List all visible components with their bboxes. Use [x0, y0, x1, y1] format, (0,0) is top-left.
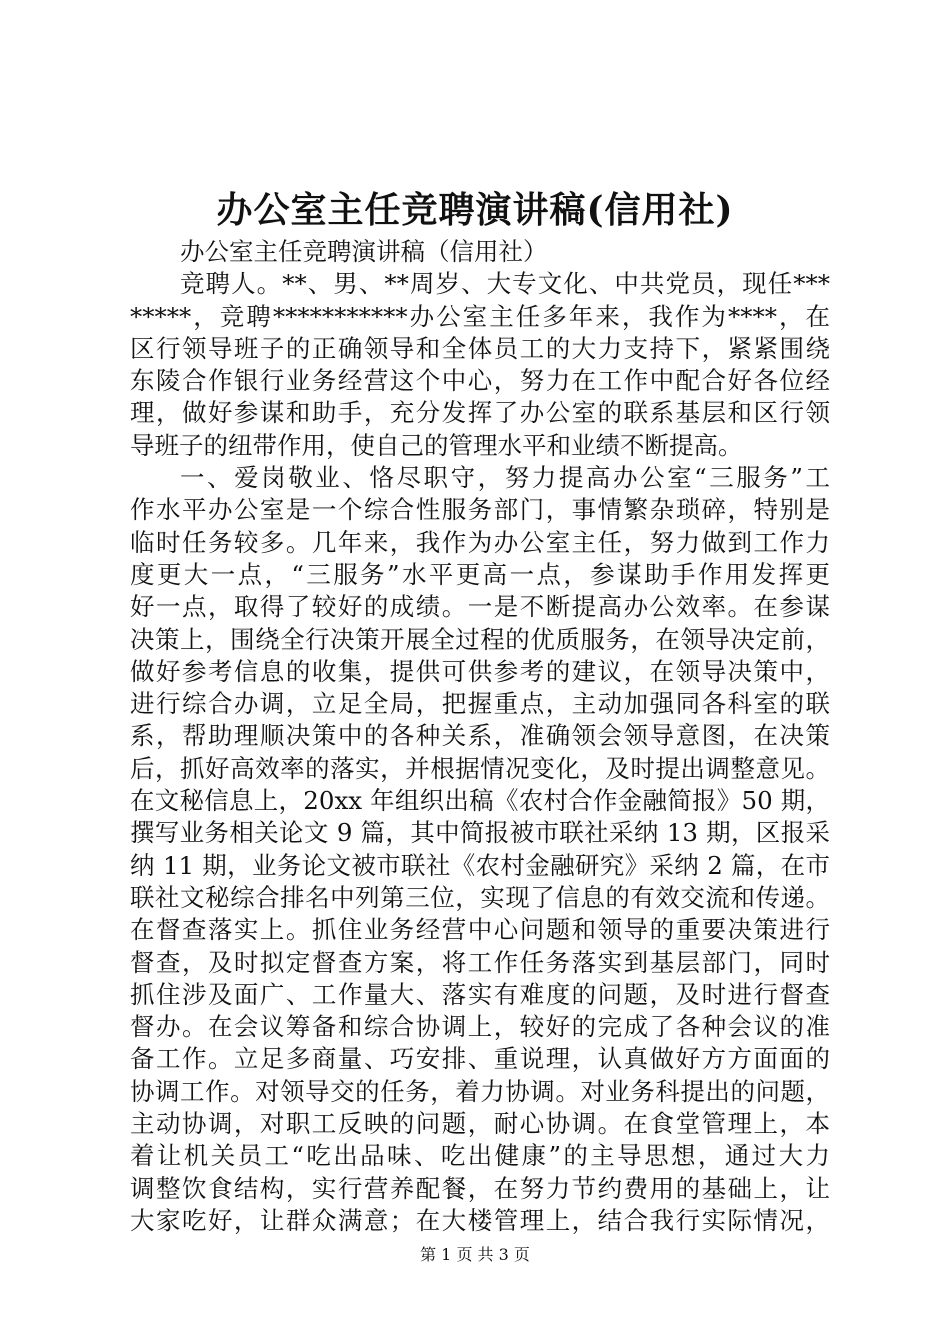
text-line: 调整饮食结构，实行营养配餐，在努力节约费用的基础上，让: [130, 1173, 830, 1203]
text-line: 作水平办公室是一个综合性服务部门，事情繁杂琐碎，特别是: [130, 495, 830, 525]
text-line: 办公室主任竞聘演讲稿（信用社）: [180, 237, 548, 266]
text-line: 东陵合作银行业务经营这个中心，努力在工作中配合好各位经: [130, 366, 830, 396]
text-line: 联社文秘综合排名中列第三位，实现了信息的有效交流和传递。: [130, 882, 830, 912]
text-line: 度更大一点，“三服务”水平更高一点，参谋助手作用发挥更: [130, 559, 830, 589]
text-line: 纳 11 期，业务论文被市联社《农村金融研究》采纳 2 篇，在市: [130, 850, 830, 880]
text-line: 竞聘人。**、男、**周岁、大专文化、中共党员，现任***: [180, 269, 830, 299]
text-line: 督查，及时拟定督查方案，将工作任务落实到基层部门，同时: [130, 947, 830, 977]
text-line: 备工作。立足多商量、巧安排、重说理，认真做好方方面面的: [130, 1044, 830, 1074]
text-line: 大家吃好，让群众满意；在大楼管理上，结合我行实际情况，: [130, 1205, 830, 1235]
text-line: 着让机关员工“吃出品味、吃出健康”的主导思想，通过大力: [130, 1141, 830, 1171]
text-line: 导班子的纽带作用，使自己的管理水平和业绩不断提高。: [130, 430, 743, 460]
text-line: 理，做好参谋和助手，充分发挥了办公室的联系基层和区行领: [130, 398, 830, 428]
text-line: *****，竞聘***********办公室主任多年来，我作为****，在: [130, 301, 830, 331]
document-body: [130, 236, 830, 1237]
text-line: 做好参考信息的收集，提供可供参考的建议，在领导决策中，: [130, 656, 830, 686]
text-line: 督办。在会议筹备和综合协调上，较好的完成了各种会议的准: [130, 1012, 830, 1042]
text-line: 区行领导班子的正确领导和全体员工的大力支持下，紧紧围绕: [130, 333, 830, 363]
page-footer: 第 1 页 共 3 页: [420, 1245, 530, 1264]
text-line: 一、爱岗敬业、恪尽职守，努力提高办公室“三服务”工: [180, 463, 830, 493]
text-line: 系，帮助理顺决策中的各种关系，准确领会领导意图，在决策: [130, 721, 830, 751]
text-line: 抓住涉及面广、工作量大、落实有难度的问题，及时进行督查: [130, 979, 830, 1009]
text-line: 后，抓好高效率的落实，并根据情况变化，及时提出调整意见。: [130, 753, 830, 783]
text-line: 好一点，取得了较好的成绩。一是不断提高办公效率。在参谋: [130, 592, 830, 622]
text-line: 主动协调，对职工反映的问题，耐心协调。在食堂管理上，本: [130, 1109, 830, 1139]
text-line: 协调工作。对领导交的任务，着力协调。对业务科提出的问题，: [130, 1076, 830, 1106]
text-line: 在文秘信息上，20xx 年组织出稿《农村合作金融简报》50 期，: [130, 786, 830, 816]
text-line: 临时任务较多。几年来，我作为办公室主任，努力做到工作力: [130, 527, 830, 557]
document-title: 办公室主任竞聘演讲稿(信用社): [216, 189, 734, 231]
text-line: 进行综合办调，立足全局，把握重点，主动加强同各科室的联: [130, 689, 830, 719]
text-line: 撰写业务相关论文 9 篇，其中简报被市联社采纳 13 期，区报采: [130, 818, 830, 848]
text-line: 在督查落实上。抓住业务经营中心问题和领导的重要决策进行: [130, 915, 830, 945]
text-line: 决策上，围绕全行决策开展全过程的优质服务，在领导决定前，: [130, 624, 830, 654]
